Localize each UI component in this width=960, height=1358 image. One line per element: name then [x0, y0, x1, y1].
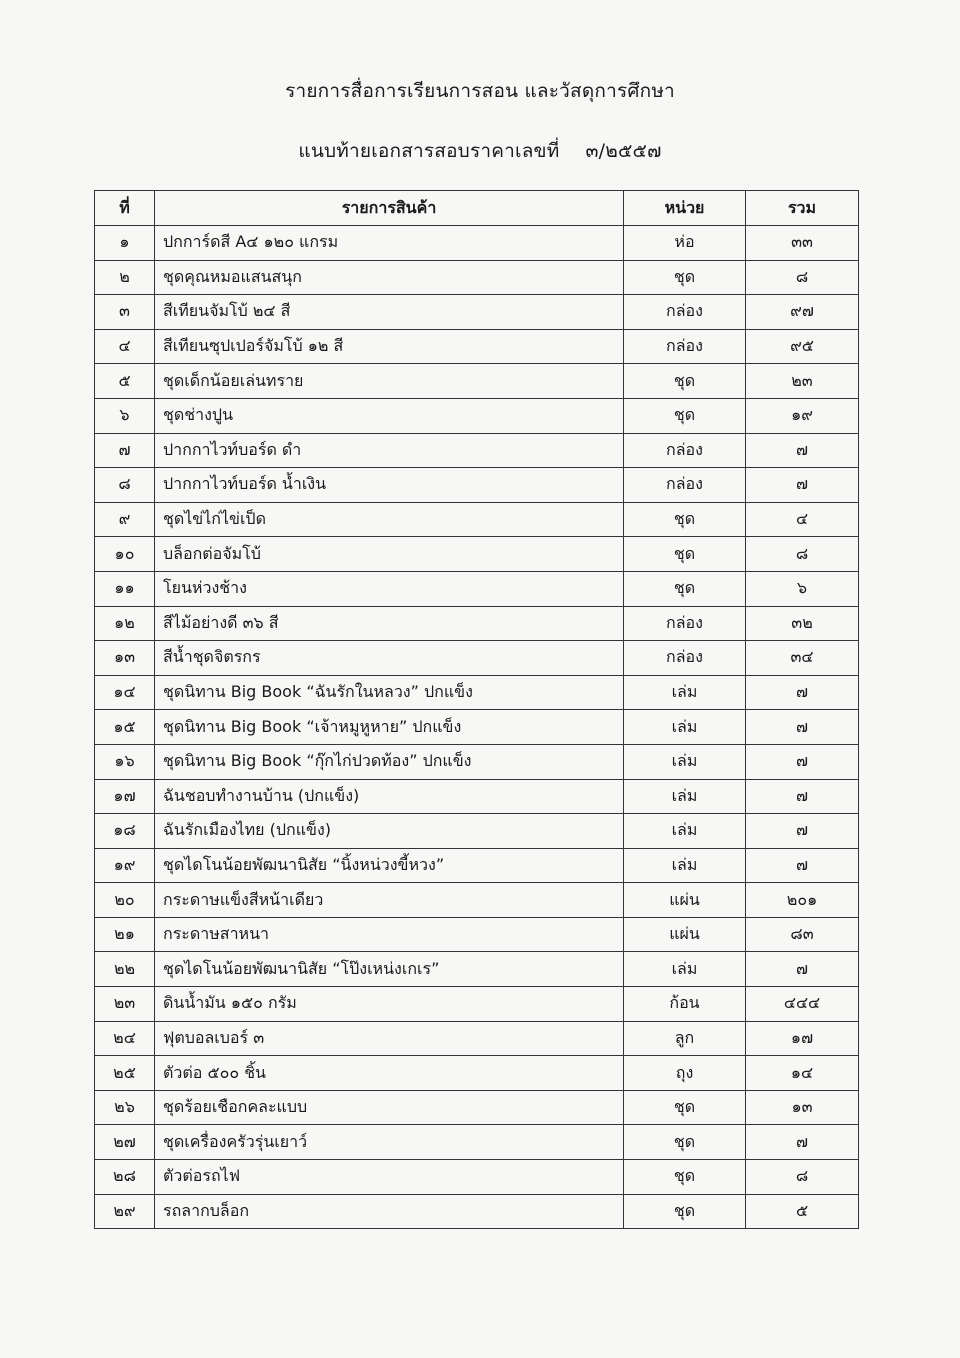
item-total: ๕ — [746, 1194, 859, 1229]
row-number: ๓ — [95, 295, 155, 330]
table-row — [95, 1125, 859, 1160]
row-number: ๑ — [95, 226, 155, 261]
table-row — [95, 398, 859, 433]
row-number: ๒๒ — [95, 952, 155, 987]
item-unit: ชุด — [624, 1160, 746, 1195]
item-unit: เล่ม — [624, 848, 746, 883]
item-unit: แผ่น — [624, 917, 746, 952]
item-name: กระดาษสาหนา — [155, 917, 624, 952]
table-row — [95, 779, 859, 814]
table-row — [95, 468, 859, 503]
item-name: ชุดเครื่องครัวรุ่นเยาว์ — [155, 1125, 624, 1160]
table-header-row — [95, 191, 859, 226]
table-row — [95, 848, 859, 883]
item-name: โยนห่วงช้าง — [155, 571, 624, 606]
row-number: ๒๘ — [95, 1160, 155, 1195]
header-total: รวม — [746, 191, 859, 226]
item-name: สีน้ำชุดจิตรกร — [155, 641, 624, 676]
row-number: ๖ — [95, 398, 155, 433]
item-total: ๗ — [746, 468, 859, 503]
item-name: ชุดไข่ไก่ไข่เป็ด — [155, 502, 624, 537]
row-number: ๑๗ — [95, 779, 155, 814]
item-name: ชุดไดโนน้อยพัฒนานิสัย “นิ้งหน่วงขี้หวง” — [155, 848, 624, 883]
row-number: ๑๑ — [95, 571, 155, 606]
item-name: ชุดเด็กน้อยเล่นทราย — [155, 364, 624, 399]
item-unit: กล่อง — [624, 468, 746, 503]
item-unit: เล่ม — [624, 744, 746, 779]
item-total: ๗ — [746, 848, 859, 883]
item-name: ชุดนิทาน Big Book “กุ๊กไก่ปวดท้อง” ปกแข็ง — [155, 744, 624, 779]
table-row — [95, 502, 859, 537]
item-total: ๔๔๔ — [746, 987, 859, 1022]
item-unit: กล่อง — [624, 606, 746, 641]
row-number: ๒ — [95, 260, 155, 295]
row-number: ๘ — [95, 468, 155, 503]
document-title: รายการสื่อการเรียนการสอน และวัสดุการศึกษา — [285, 80, 675, 102]
table-row — [95, 226, 859, 261]
row-number: ๑๓ — [95, 641, 155, 676]
item-unit: ชุด — [624, 1125, 746, 1160]
item-name: ดินน้ำมัน ๑๕๐ กรัม — [155, 987, 624, 1022]
table-row — [95, 433, 859, 468]
item-total: ๘๓ — [746, 917, 859, 952]
table-row — [95, 1090, 859, 1125]
item-unit: เล่ม — [624, 675, 746, 710]
item-unit: เล่ม — [624, 952, 746, 987]
row-number: ๒๑ — [95, 917, 155, 952]
item-name: ชุดคุณหมอแสนสนุก — [155, 260, 624, 295]
item-name: ชุดช่างปูน — [155, 398, 624, 433]
table-row — [95, 1160, 859, 1195]
item-total: ๓๓ — [746, 226, 859, 261]
item-total: ๘ — [746, 537, 859, 572]
item-unit: ถุง — [624, 1056, 746, 1091]
item-total: ๓๔ — [746, 641, 859, 676]
item-total: ๒๐๑ — [746, 883, 859, 918]
item-unit: ชุด — [624, 1194, 746, 1229]
items-table — [94, 190, 859, 1229]
item-name: ปกการ์ดสี A๔ ๑๒๐ แกรม — [155, 226, 624, 261]
table-row — [95, 675, 859, 710]
item-name: รถลากบล็อก — [155, 1194, 624, 1229]
item-unit: ชุด — [624, 502, 746, 537]
item-name: บล็อกต่อจัมโบ้ — [155, 537, 624, 572]
item-name: ชุดนิทาน Big Book “เจ้าหมูหูหาย” ปกแข็ง — [155, 710, 624, 745]
table-row — [95, 1056, 859, 1091]
item-name: ฉันชอบทำงานบ้าน (ปกแข็ง) — [155, 779, 624, 814]
item-unit: ก้อน — [624, 987, 746, 1022]
item-total: ๖ — [746, 571, 859, 606]
table-row — [95, 537, 859, 572]
item-total: ๙๗ — [746, 295, 859, 330]
table-row — [95, 744, 859, 779]
table-row — [95, 1194, 859, 1229]
header-unit: หน่วย — [624, 191, 746, 226]
item-unit: ลูก — [624, 1021, 746, 1056]
item-unit: เล่ม — [624, 710, 746, 745]
item-name: ฉันรักเมืองไทย (ปกแข็ง) — [155, 814, 624, 849]
item-total: ๗ — [746, 1125, 859, 1160]
item-unit: แผ่น — [624, 883, 746, 918]
item-name: ชุดไดโนน้อยพัฒนานิสัย “โป๊งเหน่งเกเร” — [155, 952, 624, 987]
item-total: ๗ — [746, 952, 859, 987]
item-name: ชุดร้อยเชือกคละแบบ — [155, 1090, 624, 1125]
item-unit: ชุด — [624, 537, 746, 572]
row-number: ๕ — [95, 364, 155, 399]
subtitle-prefix: แนบท้ายเอกสารสอบราคาเลขที่ — [298, 140, 560, 162]
item-total: ๑๙ — [746, 398, 859, 433]
item-total: ๗ — [746, 675, 859, 710]
row-number: ๗ — [95, 433, 155, 468]
table-row — [95, 329, 859, 364]
row-number: ๑๐ — [95, 537, 155, 572]
item-unit: กล่อง — [624, 641, 746, 676]
item-name: ปากกาไวท์บอร์ด ดำ — [155, 433, 624, 468]
item-unit: ชุด — [624, 364, 746, 399]
table-row — [95, 710, 859, 745]
item-unit: กล่อง — [624, 329, 746, 364]
item-total: ๗ — [746, 814, 859, 849]
item-total: ๓๒ — [746, 606, 859, 641]
item-total: ๙๕ — [746, 329, 859, 364]
item-name: ฟุตบอลเบอร์ ๓ — [155, 1021, 624, 1056]
table-row — [95, 814, 859, 849]
item-total: ๗ — [746, 744, 859, 779]
row-number: ๙ — [95, 502, 155, 537]
row-number: ๑๔ — [95, 675, 155, 710]
item-unit: ชุด — [624, 571, 746, 606]
header-no: ที่ — [95, 191, 155, 226]
item-total: ๗ — [746, 779, 859, 814]
item-unit: กล่อง — [624, 433, 746, 468]
table-row — [95, 260, 859, 295]
table-row — [95, 987, 859, 1022]
row-number: ๑๕ — [95, 710, 155, 745]
item-unit: เล่ม — [624, 814, 746, 849]
table-body — [95, 226, 859, 1229]
row-number: ๑๘ — [95, 814, 155, 849]
row-number: ๒๕ — [95, 1056, 155, 1091]
item-total: ๑๗ — [746, 1021, 859, 1056]
item-total: ๗ — [746, 710, 859, 745]
item-name: ปากกาไวท์บอร์ด น้ำเงิน — [155, 468, 624, 503]
item-name: สีไม้อย่างดี ๓๖ สี — [155, 606, 624, 641]
table-row — [95, 1021, 859, 1056]
table-row — [95, 295, 859, 330]
table-row — [95, 641, 859, 676]
item-name: สีเทียนจัมโบ้ ๒๔ สี — [155, 295, 624, 330]
row-number: ๒๗ — [95, 1125, 155, 1160]
table-row — [95, 364, 859, 399]
table-row — [95, 952, 859, 987]
item-unit: ชุด — [624, 260, 746, 295]
row-number: ๑๒ — [95, 606, 155, 641]
table-row — [95, 917, 859, 952]
table-row — [95, 606, 859, 641]
table-row — [95, 571, 859, 606]
row-number: ๒๖ — [95, 1090, 155, 1125]
item-total: ๘ — [746, 1160, 859, 1195]
item-unit: เล่ม — [624, 779, 746, 814]
row-number: ๒๙ — [95, 1194, 155, 1229]
item-total: ๒๓ — [746, 364, 859, 399]
item-unit: ชุด — [624, 398, 746, 433]
row-number: ๑๖ — [95, 744, 155, 779]
item-unit: กล่อง — [624, 295, 746, 330]
item-unit: ชุด — [624, 1090, 746, 1125]
row-number: ๒๐ — [95, 883, 155, 918]
item-name: ชุดนิทาน Big Book “ฉันรักในหลวง” ปกแข็ง — [155, 675, 624, 710]
item-unit: ห่อ — [624, 226, 746, 261]
row-number: ๒๓ — [95, 987, 155, 1022]
item-total: ๘ — [746, 260, 859, 295]
row-number: ๑๙ — [95, 848, 155, 883]
item-total: ๑๓ — [746, 1090, 859, 1125]
header-name: รายการสินค้า — [155, 191, 624, 226]
document-subtitle — [0, 136, 960, 166]
row-number: ๒๔ — [95, 1021, 155, 1056]
item-name: ตัวต่อรถไฟ — [155, 1160, 624, 1195]
item-name: ตัวต่อ ๕๐๐ ชิ้น — [155, 1056, 624, 1091]
item-total: ๗ — [746, 433, 859, 468]
item-name: กระดาษแข็งสีหน้าเดียว — [155, 883, 624, 918]
row-number: ๔ — [95, 329, 155, 364]
item-total: ๔ — [746, 502, 859, 537]
table-row — [95, 883, 859, 918]
item-total: ๑๔ — [746, 1056, 859, 1091]
item-name: สีเทียนซุปเปอร์จัมโบ้ ๑๒ สี — [155, 329, 624, 364]
document-number: ๓/๒๕๕๗ — [585, 140, 662, 162]
